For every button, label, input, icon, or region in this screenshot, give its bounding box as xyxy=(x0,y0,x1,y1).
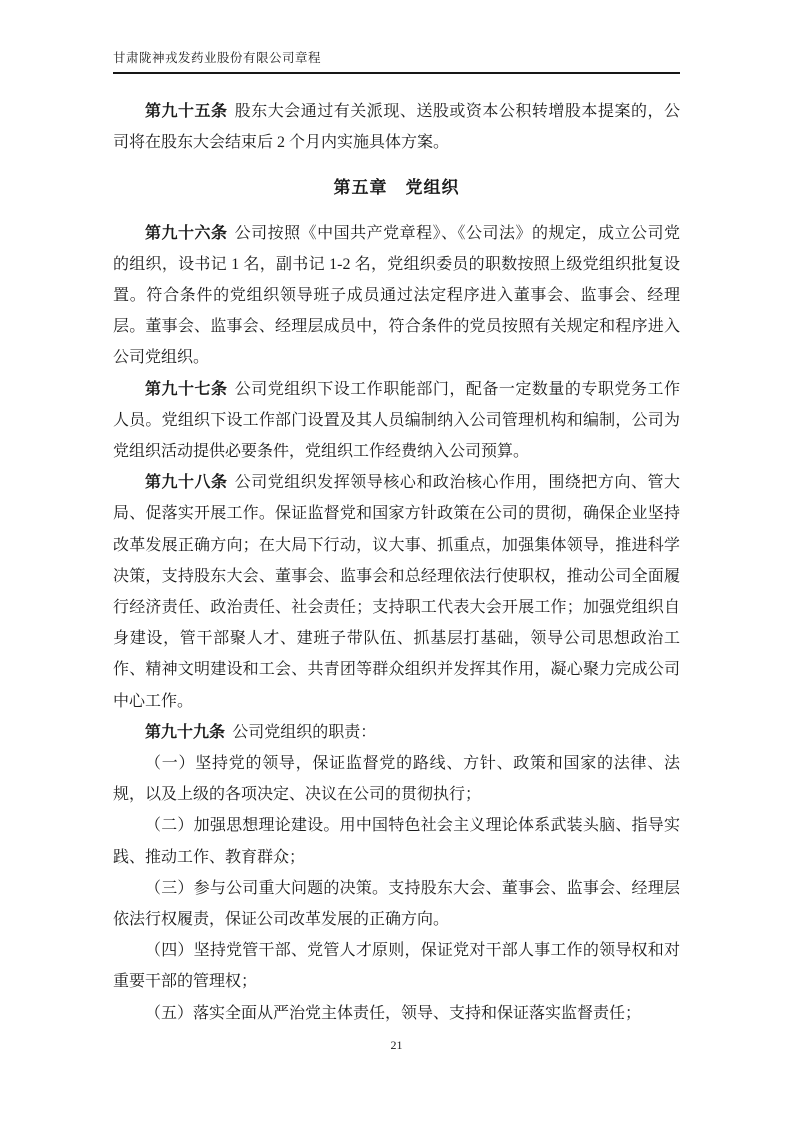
article-95-number: 第九十五条 xyxy=(145,103,228,120)
article-96 xyxy=(113,218,680,374)
chapter-heading: 第五章 党组织 xyxy=(333,178,460,198)
article-99 xyxy=(113,717,680,748)
article-99-text: 公司党组织的职责： xyxy=(232,723,377,741)
article-99-number: 第九十九条 xyxy=(145,723,226,741)
page-footer xyxy=(0,1036,793,1054)
article-97 xyxy=(113,374,680,468)
header-title: 甘肃陇神戎发药业股份有限公司章程 xyxy=(113,50,680,74)
duty-item-5: （五）落实全面从严治党主体责任，领导、支持和保证落实监督责任； xyxy=(145,1004,642,1022)
duty-item-2: （二）加强思想理论建设。用中国特色社会主义理论体系武装头脑、指导实践、推动工作、教育群众； xyxy=(113,817,680,866)
article-98-number: 第九十八条 xyxy=(145,474,228,492)
article-97-number: 第九十七条 xyxy=(145,380,228,398)
duty-item-4: （四）坚持党管干部、党管人才原则，保证党对干部人事工作的领导权和对重要干部的管理权； xyxy=(113,942,680,991)
document-body xyxy=(113,96,680,1029)
article-97-text: 公司党组织下设工作职能部门，配备一定数量的专职党务工作人员。党组织下设工作部门设置及其人员编制纳入公司管理机构和编制，公司为党组织活动提供必要条件，党组织工作经费纳入公司预算。 xyxy=(113,380,680,461)
article-96-text: 公司按照《中国共产党章程》、《公司法》的规定，成立公司党的组织，设书记 1 名，副书记 1-2 名，党组织委员的职数按照上级党组织批复设置。符合条件的党组织领导班子成员通过法定程序进入董事会、监事会、经理层。董事会、监事会、经理层成员中，符合条件的党员按照有关规定和程序进入公司党组织。 xyxy=(113,224,680,367)
page-header xyxy=(113,0,680,74)
article-96-number: 第九十六条 xyxy=(145,224,228,242)
duty-item-3: （三）参与公司重大问题的决策。支持股东大会、董事会、监事会、经理层依法行权履责，保证公司改革发展的正确方向。 xyxy=(113,879,680,929)
article-95 xyxy=(113,96,680,158)
duty-item-1: （一）坚持党的领导，保证监督党的路线、方针、政策和国家的法律、法规，以及上级的各项决定、决议在公司的贯彻执行； xyxy=(113,755,680,804)
article-98 xyxy=(113,467,680,717)
article-98-text: 公司党组织发挥领导核心和政治核心作用，围绕把方向、管大局、促落实开展工作。保证监督党和国家方针政策在公司的贯彻，确保企业坚持改革发展正确方向；在大局下行动，议大事、抓重点，加强集体领导，推进科学决策，支持股东大会、董事会、监事会和总经理依法行使职权，推动公司全面履行经济责任、政治责任、社会责任；支持职工代表大会开展工作；加强党组织自身建设，管干部聚人才、建班子带队伍、抓基层打基础，领导公司思想政治工作、精神文明建设和工会、共青团等群众组织并发挥其作用，凝心聚力完成公司中心工作。 xyxy=(113,474,680,710)
page-number: 21 xyxy=(390,1038,403,1052)
article-95-text: 股东大会通过有关派现、送股或资本公积转增股本提案的，公司将在股东大会结束后 2 个月内实施具体方案。 xyxy=(113,103,680,152)
